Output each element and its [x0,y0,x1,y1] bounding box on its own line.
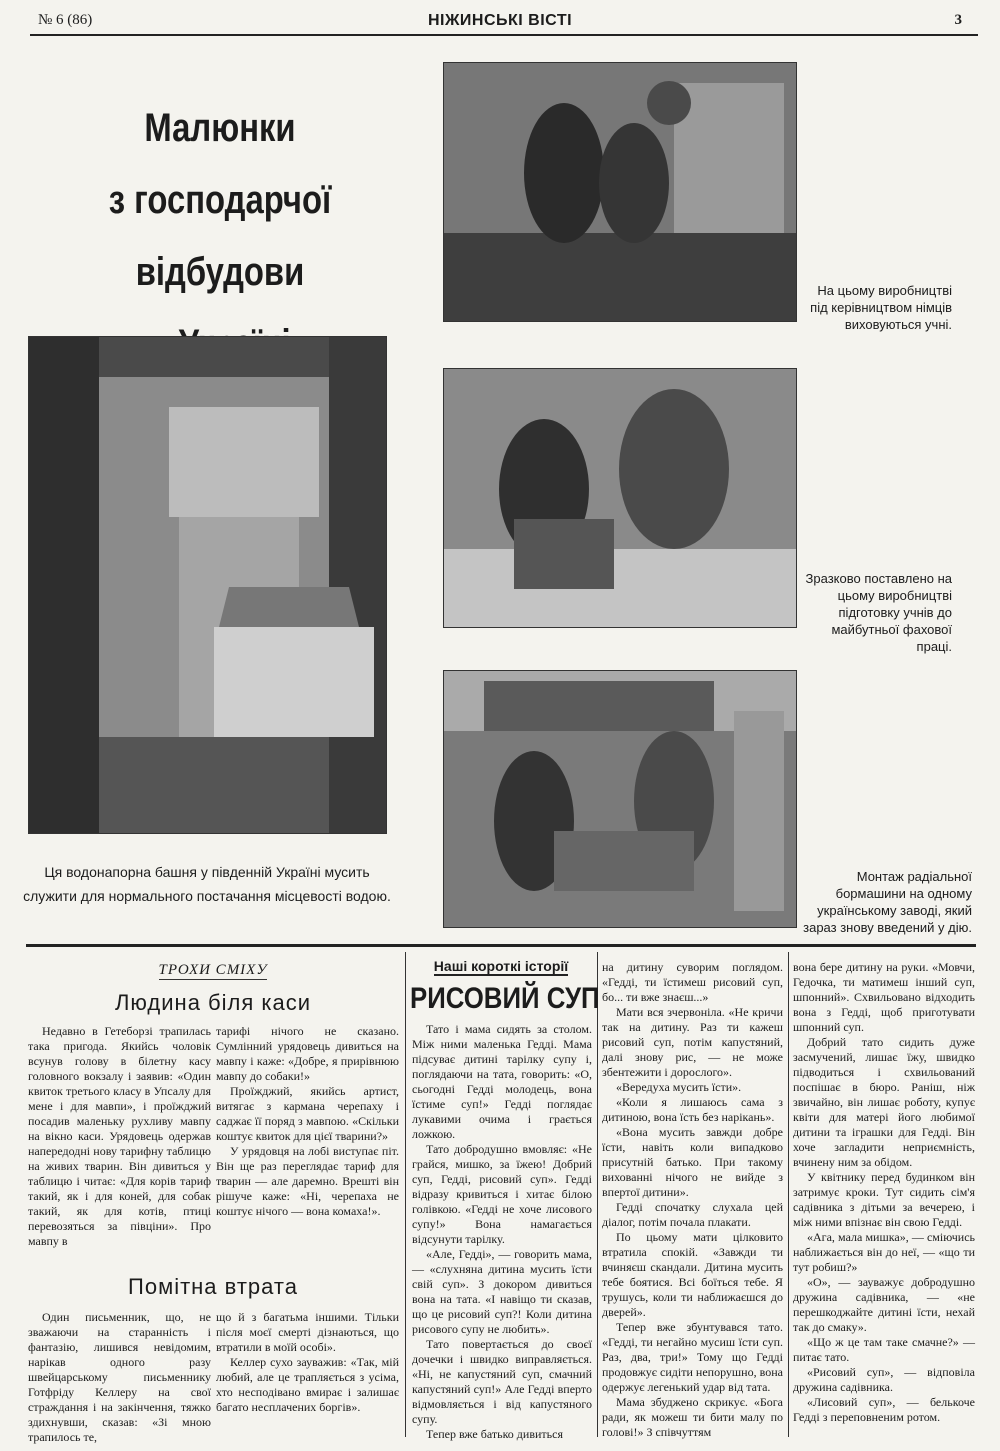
short-story-column-1 [412,1022,592,1441]
training-photo [443,368,797,628]
story1-column-2 [216,1024,399,1254]
story-paragraph: Тато добродушно вмовляє: «Не грайся, мишко, за їжею! Добрий суп, Гедді, рисовий суп». Гедді відразу кривиться і хитає білою голівкою. «Гедді не хоче лисового супу!» Вона намагається відсунути тарілку. [412,1142,592,1246]
trainees-photo [443,62,797,322]
story1-title: Людина біля каси [114,990,312,1015]
story-paragraph: вона бере дитину на руки. «Мовчи, Гедочка, ти матимеш інший суп, шпонний». Схвильовано відходить вона з Гедді, щоб приготувати шпонний суп. [793,960,975,1034]
short-story-column-3 [793,960,975,1432]
story-paragraph: Мати вся зчервоніла. «Не кричи так на дитину. Раз ти кажеш рисовий суп, потім капустяний, далі знову рис, — не може збентежити і дорослого». [602,1005,783,1079]
training-caption: Зразково поставлено на цьому виробництві підготовку учнів до майбутньої фахової праці. [805,571,952,654]
drill-assembly-caption: Монтаж радіальної бормашини на одному українському заводі, який зараз знову введений у дію. [803,869,972,935]
story1-paragraph: Недавно в Гетеборзі трапилась така пригода. Якийсь чоловік всунув голову в білетну касу головного вокзалу і заявив: «Один квиток третього класу в Упсалу для мене і для мавпи», і проїжджий посадив маленьку рухливу мавпу на вікно каси. Урядовець одержав напередодні нову тарифну таблицю на живих тварин. Він дивиться у таблицю і читає: «Для корів тариф такий, як і для коней, для собак такий, як для котів, птиці перевозяться за півціни». Про мавпу в [28,1024,211,1248]
story-paragraph: «Лисовий суп», — белькоче Гедді з переповненим ротом. [793,1395,975,1424]
story-paragraph: Тато повертається до своєї дочечки і швидко виправляється. «Ні, не капустяний суп, смачний капустяний суп!» Але Гедді вперто відмовляється і від капустяного супу. [412,1337,592,1426]
story-paragraph: Мама збуджено скрикує. «Бога ради, як можеш ти бити малу по голові!» З співчуттям [602,1395,783,1439]
column-rule-3 [788,952,789,1437]
story-paragraph: Тато і мама сидять за столом. Між ними маленька Гедді. Мама підсуває дитині тарілку супу і, поглядаючи на тата, говорить: «О, сьогодні Гедді молодець, вона їстиме суп!» Гедді поглядає лукавими очима і грається ложкою. [412,1022,592,1141]
story1-paragraph: Проїжджий, якийсь артист, витягає з кармана черепаху і саджає її поряд з мавпою. «Скільки коштує квиток для цієї тварини?» [216,1084,399,1143]
story-paragraph: Гедді спочатку слухала цей діалог, потім почала плакати. [602,1200,783,1229]
story-paragraph: на дитину суворим поглядом. «Гедді, ти їстимеш рисовий суп, бо... ти вже знаєш...» [602,960,783,1004]
story-paragraph: «Вона мусить завжди добре їсти, навіть коли випадково присутній батько. При такому вихованні нічого не вийде з впертої дитини». [602,1125,783,1199]
story2-paragraph: що й з багатьма іншими. Тільки після моєї смерті дізнаються, що втратили в моїй особі». [216,1310,399,1354]
humor-section-text: ТРОХИ СМІХУ [158,962,268,978]
story2-paragraph: Келлер сухо зауважив: «Так, мій любий, але це трапляється з усіма, хто несподівано вмирає і залишає багато несплачених боргів». [216,1355,399,1414]
column-rule-2 [597,952,598,1437]
story2-column-2 [216,1310,399,1430]
humor-section-label [26,962,400,979]
story2-column-1 [28,1310,211,1444]
story-paragraph: «Коли я лишаюсь сама з дитиною, вона їсть без нарікань». [602,1095,783,1124]
story2-paragraph: Один письменник, що, не зважаючи на старанність і фантазію, лишився невідомим, нарікав одного разу швейцарському письменнику Готфріду Келлеру на свої страждання і на закінчення, тяжко здихнувши, сказав: «Зі мною трапилось те, [28,1310,211,1444]
story-paragraph: Тепер вже батько дивиться [426,1427,563,1441]
short-story-kicker [410,958,592,974]
section-divider [26,944,976,947]
story-paragraph: «Ага, мала мишка», — сміючись наближається він до неї, — «що ти тут робиш?» [793,1230,975,1274]
story1-paragraph: У урядовця на лобі виступає піт. Він ще раз переглядає тариф для тварин — але даремно. Врешті він рішуче каже: «Ні, черепаха не коштує нічого — вона комаха!». [216,1144,399,1218]
column-rule-1 [405,952,406,1437]
story2-title: Помітна втрата [128,1274,298,1299]
story-paragraph: Тепер вже збунтувався тато. «Гедді, ти негайно мусиш їсти суп. Раз, два, три!» Тому що Гедді продовжує сидіти непорушно, вона одержує легенький удар від тата. [602,1320,783,1394]
trainees-caption: На цьому виробництві під керівництвом німців виховуються учні. [810,283,952,332]
headline-line-2: з господарчої відбудови [108,178,332,294]
story-paragraph: «Що ж це там таке смачне?» — питає тато. [793,1335,975,1364]
story-paragraph: «О», — зауважує добродушно дружина садівника, — «не перешкоджайте дитині їсти, нехай так до смаку». [793,1275,975,1334]
issue-number: № 6 (86) [38,12,93,28]
water-tower-caption: Ця водонапорна башня у південній Україні мусить служити для нормального постачання місцевості водою. [23,864,391,904]
story-paragraph: Добрий тато сидить дуже засмучений, лишає їжу, швидко підводиться і схвильований поспішає в бюро. Раніш, ніж звичайно, він лишає роботу, купує квіти для матері його любимої дитини та іграшки для Гедді. Він хоче загладити неприємність, вчинену ним за обідом. [793,1035,975,1169]
masthead-rule [30,34,978,36]
newspaper-title: НІЖИНСЬКІ ВІСТІ [427,12,573,29]
story1-column-1 [28,1024,211,1254]
water-tower-photo [28,336,387,834]
story1-paragraph: тарифі нічого не сказано. Сумлінний урядовець дивиться на мавпу і каже: «Добре, я прирівнюю мавпу до собаки!» [216,1024,399,1083]
short-story-title: РИСОВИЙ СУП [410,982,600,1015]
story-paragraph: У квітнику перед будинком він затримує кроки. Тут сидить сім'я садівника з дітьми за вечерею, і між ними впізнає він свою Гедді. [793,1170,975,1229]
headline-line-1: Малюнки [144,106,296,150]
page-number: 3 [954,12,962,28]
story-paragraph: По цьому мати цілковито втратила спокій. «Завжди ти вчиняєш скандали. Дитина мусить тебе боятися. Всі боїться тебе. Я трушусь, коли ти наближаєшся до дверей». [602,1230,783,1319]
story-paragraph: «Але, Гедді», — говорить мама, — «слухняна дитина мусить їсти свій суп». З докором дивиться вона на тата. «І навіщо ти сказав, що це рисовий суп?! Коли дитина рисового супу не любить». [412,1247,592,1336]
short-story-kicker-text: Наші короткі історії [433,958,569,974]
short-story-column-2 [602,960,783,1439]
story-paragraph: «Вередуха мусить їсти». [616,1080,742,1094]
story-paragraph: «Рисовий суп», — відповіла дружина садівника. [793,1365,975,1394]
drill-assembly-photo [443,670,797,928]
